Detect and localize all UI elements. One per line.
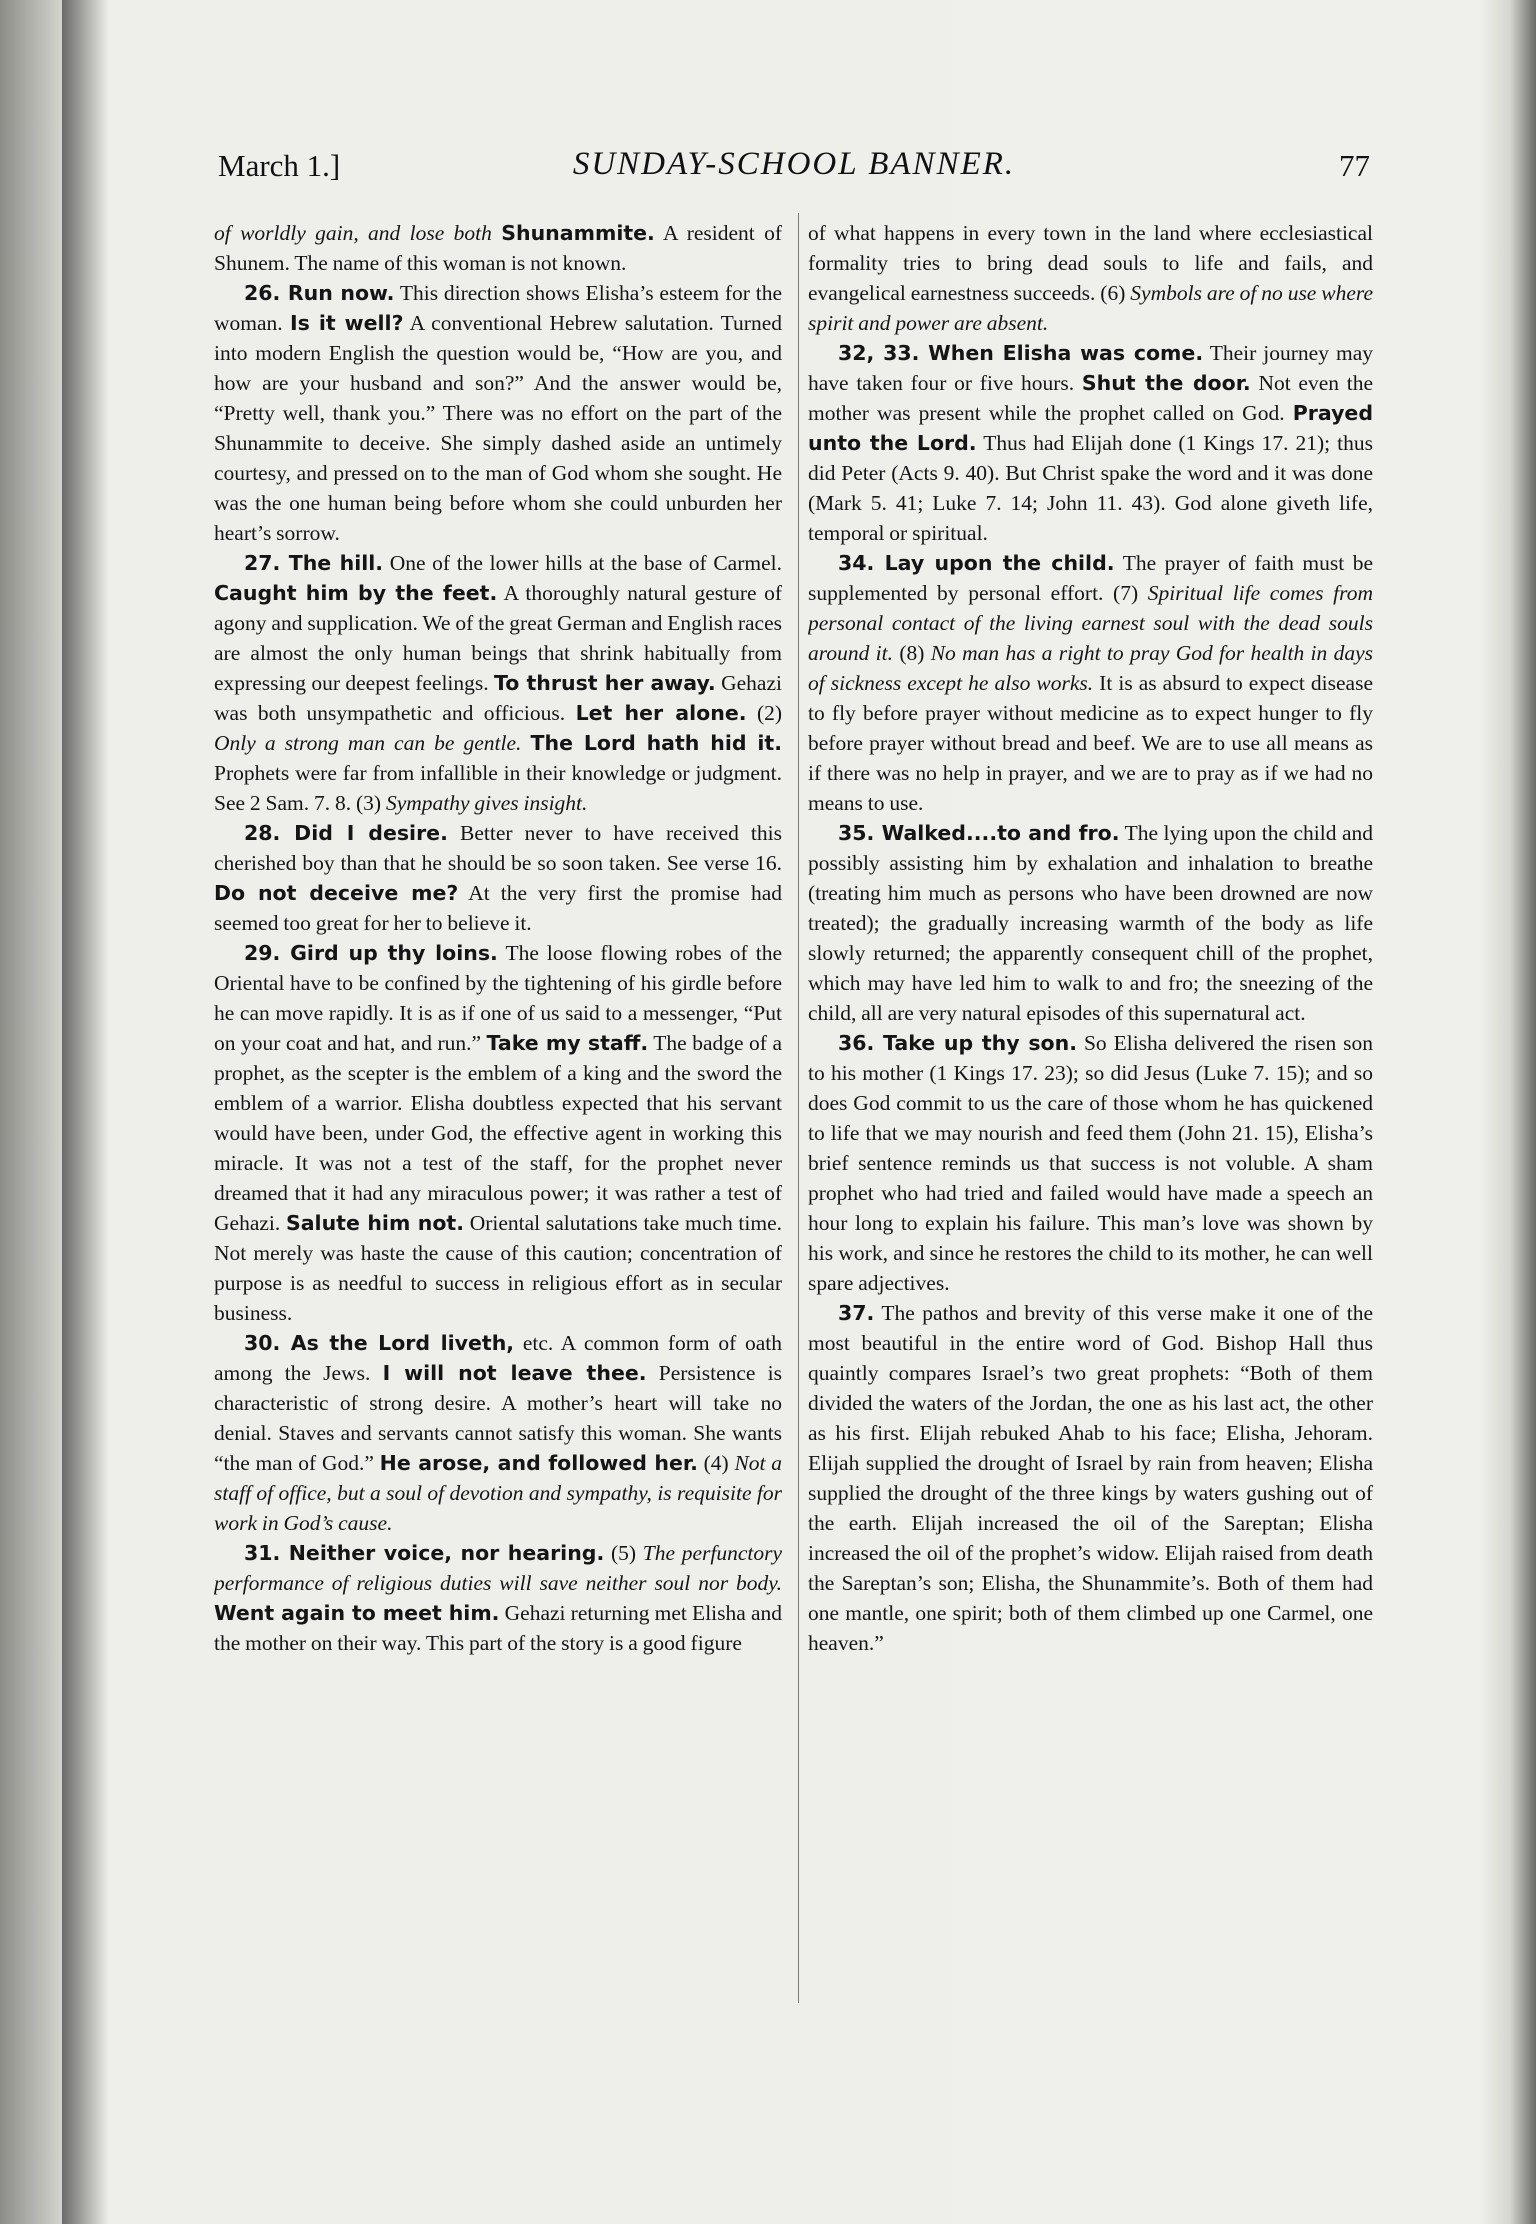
issue-date: March 1.] xyxy=(218,148,341,183)
paragraph-verse-28: 28. Did I desire. Better never to have received this cherished boy than that he should be so soon taken. See verse 16. Do not deceive me? At the very first the promise had seemed too great for her to believe it. xyxy=(214,821,782,935)
paragraph-verse-29: 29. Gird up thy loins. The loose flowing robes of the Oriental have to be confined by the tightening of his girdle before he can move rapidly. It is as if one of us said to a messenger, “Put on your coat and hat, and run.” Take my staff. The badge of a prophet, as the scepter is the emblem of a king and the sword the emblem of a warrior. Elisha doubtless expected that his servant would have been, under God, the effective agent in working this miracle. It was not a test of the staff, for the prophet never dreamed that it had any miraculous power; it was rather a test of Gehazi. Salute him not. Oriental salutations take much time. Not merely was haste the cause of this caution; concentration of purpose is as needful to success in religious effort as in secular business. xyxy=(214,941,782,1325)
left-column xyxy=(214,218,782,2028)
paragraph-verse-34: 34. Lay upon the child. The prayer of faith must be supplemented by personal effort. (7) Spiritual life comes from personal contact of the living earnest soul with the dead souls around it. (8) No man has a right to pray God for health in days of sickness except he also works. It is as absurd to expect disease to fly before prayer without medicine as to expect hunger to fly before prayer without bread and beef. We are to use all means as if there was no help in prayer, and we are to pray as if we had no means to use. xyxy=(808,551,1373,815)
right-column xyxy=(808,218,1373,2028)
binding-shadow xyxy=(62,0,108,2224)
paragraph-verse-26: 26. Run now. This direction shows Elisha’s esteem for the woman. Is it well? A conventional Hebrew salutation. Turned into modern English the question would be, “How are you, and how are your husband and son?” And the answer would be, “Pretty well, thank you.” There was no effort on the part of the Shunammite to deceive. She simply dashed aside an untimely courtesy, and pressed on to the man of God whom she sought. He was the one human being before whom she could unburden her heart’s sorrow. xyxy=(214,281,782,545)
paragraph-verse-27: 27. The hill. One of the lower hills at the base of Carmel. Caught him by the feet. A thoroughly natural gesture of agony and supplication. We of the great German and English races are almost the only human beings that shrink habitually from expressing our deepest feelings. To thrust her away. Gehazi was both unsympathetic and officious. Let her alone. (2) Only a strong man can be gentle. The Lord hath hid it. Prophets were far from infallible in their knowledge or judgment. See 2 Sam. 7. 8. (3) Sympathy gives insight. xyxy=(214,551,782,815)
paragraph-verse-35: 35. Walked....to and fro. The lying upon the child and possibly assisting him by exhalation and inhalation to breathe (treating him much as persons who have been drowned are now treated); the gradually increasing warmth of the body as life slowly returned; the apparently consequent chill of the prophet, which may have led him to walk to and fro; the sneezing of the child, all are very natural episodes of this supernatural act. xyxy=(808,821,1373,1025)
paragraph-continued: of worldly gain, and lose both Shunammite. A resident of Shunem. The name of this woman is not known. xyxy=(214,221,782,275)
paragraph-verse-30: 30. As the Lord liveth, etc. A common form of oath among the Jews. I will not leave thee. Persistence is characteristic of strong desire. A mother’s heart will take no denial. Staves and servants cannot satisfy this woman. She wants “the man of God.” He arose, and followed her. (4) Not a staff of office, but a soul of devotion and sympathy, is requisite for work in God’s cause. xyxy=(214,1331,782,1535)
page-number: 77 xyxy=(1339,148,1370,183)
paragraph-verse-32-33: 32, 33. When Elisha was come. Their journey may have taken four or five hours. Shut the door. Not even the mother was present while the prophet called on God. Prayed unto the Lord. Thus had Elijah done (1 Kings 17. 21); thus did Peter (Acts 9. 40). But Christ spake the word and it was done (Mark 5. 41; Luke 7. 14; John 11. 43). God alone giveth life, temporal or spiritual. xyxy=(808,341,1373,545)
running-header xyxy=(218,148,1370,198)
journal-title: SUNDAY-SCHOOL BANNER. xyxy=(572,146,1016,182)
column-divider xyxy=(798,213,799,2003)
paragraph-verse-37: 37. The pathos and brevity of this verse make it one of the most beautiful in the entire word of God. Bishop Hall thus quaintly compares Israel’s two great prophets: “Both of them divided the waters of the Jordan, the one as his last act, the other as his first. Elijah rebuked Ahab to his face; Elisha, Jehoram. Elijah supplied the drought of Israel by rain from heaven; Elisha supplied the drought of the three kings by waters gushing out of the earth. Elijah increased the oil of the Sareptan; Elisha increased the oil of the prophet’s widow. Elijah raised from death the Sareptan’s son; Elisha, the Shunammite’s. Both of them had one mantle, one spirit; both of them climbed up one Carmel, one heaven.” xyxy=(808,1301,1373,1655)
paragraph-continued: of what happens in every town in the land where ecclesiastical formality tries to bring dead souls to life and fails, and evangelical earnestness succeeds. (6) Symbols are of no use where spirit and power are absent. xyxy=(808,221,1373,335)
paragraph-verse-31: 31. Neither voice, nor hearing. (5) The perfunctory performance of religious duties will save neither soul nor body. Went again to meet him. Gehazi returning met Elisha and the mother on their way. This part of the story is a good figure xyxy=(214,1541,782,1655)
paragraph-verse-36: 36. Take up thy son. So Elisha delivered the risen son to his mother (1 Kings 17. 23); so did Jesus (Luke 7. 15); and so does God commit to us the care of those whom he has quickened to life that we may nourish and feed them (John 21. 15), Elisha’s brief sentence reminds us that success is not voluble. A sham prophet who had tried and failed would have made a speech an hour long to explain his failure. This man’s love was shown by his work, and since he restores the child to its mother, he can well spare adjectives. xyxy=(808,1031,1373,1295)
